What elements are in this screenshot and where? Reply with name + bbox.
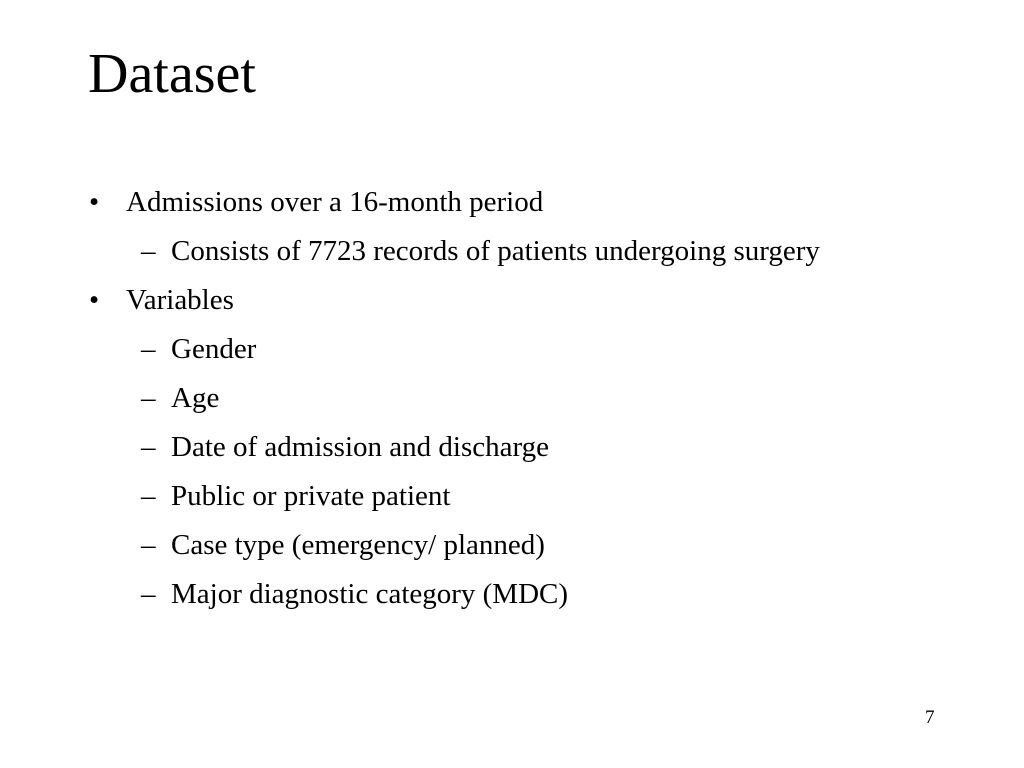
- sub-bullet-item-records: [141, 231, 820, 271]
- bullet-item-variables: [89, 280, 234, 320]
- bullet-text: Variables: [126, 284, 234, 316]
- bullet-text: Admissions over a 16-month period: [126, 186, 544, 218]
- sub-bullet-text: Consists of 7723 records of patients undergoing surgery: [171, 235, 820, 267]
- sub-bullet-text: Age: [171, 382, 220, 414]
- bullet-marker: •: [89, 186, 100, 218]
- sub-bullet-text: Major diagnostic category (MDC): [171, 578, 569, 610]
- dash-marker: –: [141, 480, 156, 512]
- slide-title: Dataset: [88, 43, 256, 105]
- sub-bullet-item-gender: [141, 329, 257, 369]
- dash-marker: –: [141, 235, 156, 267]
- sub-bullet-item-patient-type: [141, 476, 451, 516]
- page-number: 7: [925, 707, 935, 728]
- dash-marker: –: [141, 431, 156, 463]
- dash-marker: –: [141, 529, 156, 561]
- sub-bullet-item-age: [141, 378, 220, 418]
- dash-marker: –: [141, 578, 156, 610]
- sub-bullet-item-case-type: [141, 525, 545, 565]
- sub-bullet-text: Case type (emergency/ planned): [171, 529, 545, 561]
- dash-marker: –: [141, 382, 156, 414]
- sub-bullet-text: Public or private patient: [171, 480, 451, 512]
- dash-marker: –: [141, 333, 156, 365]
- sub-bullet-text: Date of admission and discharge: [171, 431, 549, 463]
- sub-bullet-item-mdc: [141, 574, 569, 614]
- sub-bullet-text: Gender: [171, 333, 257, 365]
- bullet-marker: •: [89, 284, 100, 316]
- sub-bullet-item-dates: [141, 427, 549, 467]
- bullet-item-admissions: [89, 182, 544, 222]
